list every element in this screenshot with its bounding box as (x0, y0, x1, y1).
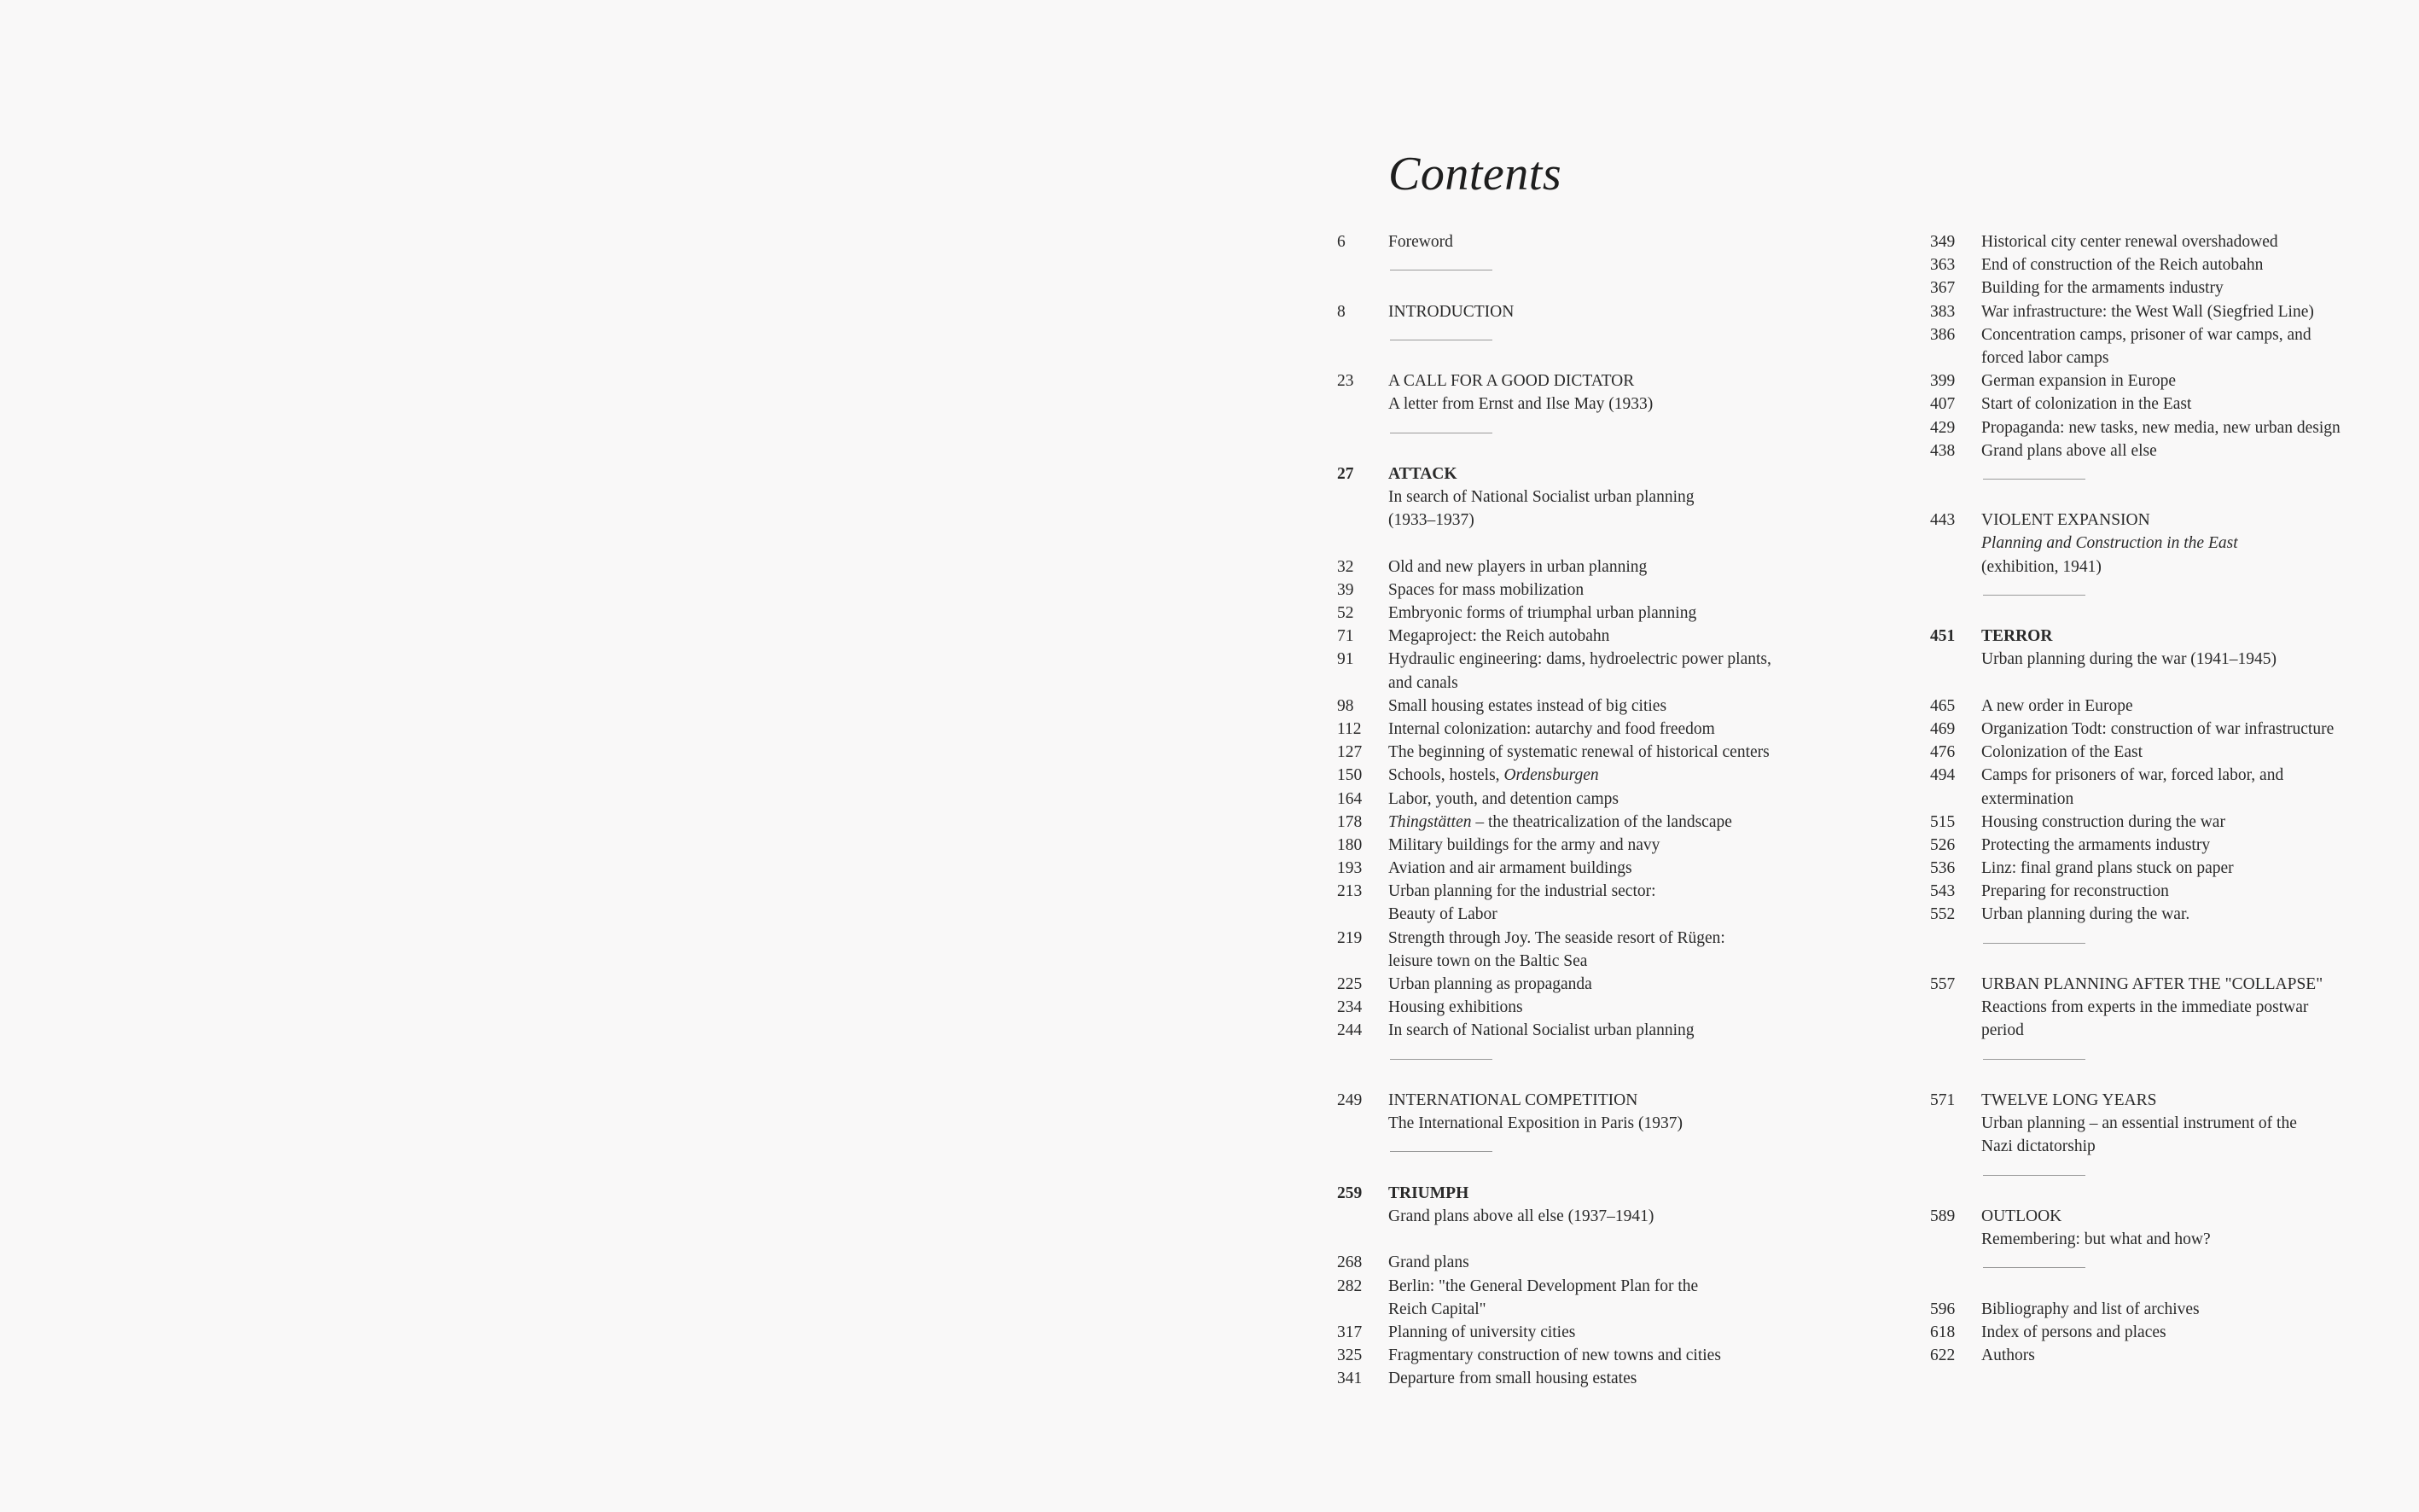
entry-title: Organization Todt: construction of war infrastructure (1981, 719, 2335, 738)
toc-entry[interactable] (1930, 1205, 2408, 1228)
page-number: 325 (1337, 1346, 1363, 1365)
toc-right-column (1930, 230, 2408, 1367)
entry-title: Building for the armaments industry (1981, 279, 2224, 298)
entry-title: In search of National Socialist urban planning (1388, 488, 1695, 507)
page-number: 622 (1930, 1346, 1956, 1365)
toc-entry[interactable] (1930, 276, 2408, 299)
toc-entry[interactable] (1337, 1275, 1815, 1298)
entry-title: Planning and Construction in the East (1981, 534, 2238, 553)
page-number: 244 (1337, 1021, 1363, 1040)
page-number: 451 (1930, 627, 1956, 646)
page-number: 571 (1930, 1091, 1956, 1109)
page-number: 32 (1337, 557, 1354, 576)
entry-title: A letter from Ernst and Ilse May (1933) (1388, 395, 1654, 414)
section-divider (1930, 1251, 2408, 1297)
page-number: 349 (1930, 233, 1956, 251)
entry-title: Urban planning during the war. (1981, 905, 2190, 924)
entry-title: Historical city center renewal overshadowed (1981, 233, 2278, 251)
page-number: 429 (1930, 418, 1956, 437)
toc-entry[interactable] (1337, 718, 1815, 741)
toc-entry[interactable] (1337, 834, 1815, 857)
section-divider (1930, 462, 2408, 509)
entry-title: Urban planning for the industrial sector: (1388, 882, 1656, 901)
page-number: 225 (1337, 975, 1363, 994)
toc-entry[interactable] (1930, 857, 2408, 880)
page-number: 407 (1930, 395, 1956, 414)
toc-entry[interactable] (1930, 903, 2408, 926)
page-number: 8 (1337, 302, 1346, 321)
entry-title: War infrastructure: the West Wall (Siegfried Line) (1981, 302, 2314, 321)
page-number: 552 (1930, 905, 1956, 924)
toc-entry-continuation[interactable] (1337, 486, 1815, 509)
toc-entry[interactable] (1337, 695, 1815, 718)
entry-title: German expansion in Europe (1981, 372, 2176, 391)
page-number: 112 (1337, 719, 1362, 738)
page-number: 23 (1337, 372, 1354, 391)
page-number: 476 (1930, 743, 1956, 762)
page-number: 526 (1930, 835, 1956, 854)
page-number: 443 (1930, 511, 1956, 530)
page-number: 6 (1337, 233, 1346, 251)
toc-entry[interactable] (1337, 230, 1815, 253)
page-number: 268 (1337, 1253, 1363, 1272)
section-divider (1337, 416, 1815, 462)
entry-title: Grand plans (1388, 1253, 1469, 1272)
entry-title: Departure from small housing estates (1388, 1370, 1637, 1388)
entry-title: OUTLOOK (1981, 1207, 2062, 1225)
page-number: 52 (1337, 604, 1354, 623)
entry-title: Military buildings for the army and navy (1388, 835, 1660, 854)
entry-title: TERROR (1981, 627, 2053, 646)
entry-title: Housing exhibitions (1388, 998, 1523, 1017)
entry-title: Hydraulic engineering: dams, hydroelectric power plants, (1388, 650, 1771, 669)
entry-title: (exhibition, 1941) (1981, 557, 2102, 576)
page-number: 193 (1337, 859, 1363, 878)
toc-entry[interactable] (1930, 369, 2408, 393)
page-number: 282 (1337, 1276, 1363, 1295)
toc-entry[interactable] (1337, 1367, 1815, 1390)
entry-title: TWELVE LONG YEARS (1981, 1091, 2157, 1109)
toc-entry-continuation[interactable] (1930, 1019, 2408, 1042)
entry-title: Protecting the armaments industry (1981, 835, 2211, 854)
entry-title: Strength through Joy. The seaside resort of Rügen: (1388, 928, 1725, 947)
page-number: 557 (1930, 975, 1956, 994)
toc-entry[interactable] (1930, 509, 2408, 532)
section-divider (1930, 579, 2408, 625)
page-number: 39 (1337, 580, 1354, 599)
toc-entry[interactable] (1337, 579, 1815, 602)
toc-entry-continuation[interactable] (1337, 1112, 1815, 1135)
entry-title: Grand plans above all else (1937–1941) (1388, 1207, 1654, 1225)
entry-title: Authors (1981, 1346, 2035, 1365)
toc-entry-continuation[interactable] (1337, 903, 1815, 926)
entry-title: Preparing for reconstruction (1981, 882, 2169, 901)
toc-entry[interactable] (1337, 648, 1815, 671)
toc-entry[interactable] (1337, 857, 1815, 880)
toc-entry[interactable] (1930, 764, 2408, 787)
toc-entry-continuation[interactable] (1337, 393, 1815, 416)
page-number: 91 (1337, 650, 1354, 669)
entry-title: Housing construction during the war (1981, 812, 2225, 831)
entry-title: Fragmentary construction of new towns and cities (1388, 1346, 1721, 1365)
toc-entry[interactable] (1337, 741, 1815, 764)
page-number: 596 (1930, 1300, 1956, 1318)
entry-title: Bibliography and list of archives (1981, 1300, 2200, 1318)
entry-title: Nazi dictatorship (1981, 1137, 2096, 1156)
entry-title: VIOLENT EXPANSION (1981, 511, 2150, 530)
entry-title: A CALL FOR A GOOD DICTATOR (1388, 372, 1635, 391)
entry-title: Urban planning – an essential instrument of the (1981, 1114, 2297, 1133)
toc-entry[interactable] (1930, 1321, 2408, 1344)
toc-entry[interactable] (1930, 416, 2408, 439)
page-number: 469 (1930, 719, 1956, 738)
entry-title: Remembering: but what and how? (1981, 1230, 2211, 1249)
entry-title: Reich Capital" (1388, 1300, 1486, 1318)
entry-title: Reactions from experts in the immediate postwar (1981, 998, 2309, 1017)
page-number: 219 (1337, 928, 1363, 947)
toc-entry[interactable] (1337, 602, 1815, 625)
toc-entry[interactable] (1337, 462, 1815, 486)
toc-entry[interactable] (1930, 323, 2408, 346)
page-number: 386 (1930, 325, 1956, 344)
toc-entry-continuation[interactable] (1930, 1228, 2408, 1251)
page-number: 98 (1337, 696, 1354, 715)
section-divider (1930, 927, 2408, 973)
entry-title: TRIUMPH (1388, 1183, 1469, 1202)
toc-entry-continuation[interactable] (1337, 1298, 1815, 1321)
entry-title: Internal colonization: autarchy and food freedom (1388, 719, 1715, 738)
entry-title: Labor, youth, and detention camps (1388, 789, 1619, 808)
entry-title: The International Exposition in Paris (1937) (1388, 1114, 1683, 1133)
page-number: 71 (1337, 627, 1354, 646)
entry-title: A new order in Europe (1981, 696, 2133, 715)
entry-title: Schools, hostels, Ordensburgen (1388, 766, 1599, 785)
toc-entry[interactable] (1930, 834, 2408, 857)
page-number: 234 (1337, 998, 1363, 1017)
toc-entry-continuation[interactable] (1930, 788, 2408, 811)
toc-entry[interactable] (1930, 880, 2408, 903)
entry-title: (1933–1937) (1388, 511, 1474, 530)
entry-title: Aviation and air armament buildings (1388, 859, 1632, 878)
entry-title: forced labor camps (1981, 348, 2109, 367)
toc-entry-continuation[interactable] (1337, 509, 1815, 532)
section-divider (1337, 1135, 1815, 1181)
toc-entry[interactable] (1930, 1089, 2408, 1112)
toc-entry[interactable] (1337, 1089, 1815, 1112)
toc-entry-continuation[interactable] (1930, 996, 2408, 1019)
toc-entry[interactable] (1337, 555, 1815, 579)
page-number: 536 (1930, 859, 1956, 878)
page-number: 367 (1930, 279, 1956, 298)
toc-entry-continuation[interactable] (1930, 648, 2408, 671)
toc-entry-continuation[interactable] (1337, 950, 1815, 973)
toc-entry[interactable] (1930, 253, 2408, 276)
entry-title: period (1981, 1021, 2024, 1040)
section-divider (1930, 1159, 2408, 1205)
entry-title: ATTACK (1388, 464, 1457, 483)
toc-entry-continuation[interactable] (1930, 555, 2408, 579)
toc-left-column (1337, 230, 1815, 1390)
entry-title: Concentration camps, prisoner of war camps, and (1981, 325, 2311, 344)
toc-entry[interactable] (1337, 764, 1815, 787)
toc-entry[interactable] (1337, 1019, 1815, 1042)
entry-title: Small housing estates instead of big cities (1388, 696, 1667, 715)
entry-title: The beginning of systematic renewal of historical centers (1388, 743, 1770, 762)
toc-entry[interactable] (1930, 695, 2408, 718)
page-number: 249 (1337, 1091, 1363, 1109)
section-divider (1337, 253, 1815, 299)
section-divider (1930, 1043, 2408, 1089)
entry-title: Start of colonization in the East (1981, 395, 2192, 414)
page-number: 383 (1930, 302, 1956, 321)
entry-title: INTERNATIONAL COMPETITION (1388, 1091, 1638, 1109)
toc-entry[interactable] (1337, 811, 1815, 834)
toc-entry-continuation[interactable] (1930, 1135, 2408, 1158)
page-number: 618 (1930, 1323, 1956, 1341)
entry-title: Planning of university cities (1388, 1323, 1576, 1341)
page-number: 465 (1930, 696, 1956, 715)
entry-title: Urban planning during the war (1941–1945) (1981, 650, 2277, 669)
toc-entry[interactable] (1930, 718, 2408, 741)
page-number: 341 (1337, 1370, 1363, 1388)
toc-entry[interactable] (1930, 393, 2408, 416)
page-number: 164 (1337, 789, 1363, 808)
page-number: 589 (1930, 1207, 1956, 1225)
entry-title: Camps for prisoners of war, forced labor, and (1981, 766, 2284, 785)
entry-title: Megaproject: the Reich autobahn (1388, 627, 1610, 646)
entry-title: Berlin: "the General Development Plan for the (1388, 1276, 1699, 1295)
entry-title: Embryonic forms of triumphal urban planning (1388, 604, 1697, 623)
page-number: 259 (1337, 1183, 1363, 1202)
page-number: 150 (1337, 766, 1363, 785)
toc-entry-continuation[interactable] (1930, 346, 2408, 369)
entry-title: Grand plans above all else (1981, 441, 2157, 460)
page-number: 543 (1930, 882, 1956, 901)
toc-entry[interactable] (1337, 1344, 1815, 1367)
entry-title: URBAN PLANNING AFTER THE "COLLAPSE" (1981, 975, 2323, 994)
entry-title: Foreword (1388, 233, 1453, 251)
entry-title: Linz: final grand plans stuck on paper (1981, 859, 2234, 878)
toc-entry[interactable] (1337, 1321, 1815, 1344)
entry-title: INTRODUCTION (1388, 302, 1515, 321)
entry-title: In search of National Socialist urban planning (1388, 1021, 1695, 1040)
toc-entry[interactable] (1930, 811, 2408, 834)
toc-entry[interactable] (1930, 1298, 2408, 1321)
toc-entry[interactable] (1337, 300, 1815, 323)
page-number: 438 (1930, 441, 1956, 460)
toc-entry[interactable] (1930, 973, 2408, 996)
page-number: 213 (1337, 882, 1363, 901)
page-number: 515 (1930, 812, 1956, 831)
page-number: 127 (1337, 743, 1363, 762)
toc-entry[interactable] (1930, 300, 2408, 323)
entry-title: and canals (1388, 673, 1458, 692)
page-number: 363 (1930, 256, 1956, 275)
toc-entry[interactable] (1337, 625, 1815, 648)
page-number: 317 (1337, 1323, 1363, 1341)
page-number: 27 (1337, 464, 1354, 483)
page-number: 399 (1930, 372, 1956, 391)
section-divider (1337, 1043, 1815, 1089)
entry-title: Spaces for mass mobilization (1388, 580, 1585, 599)
page-number: 180 (1337, 835, 1363, 854)
entry-title: End of construction of the Reich autobahn (1981, 256, 2264, 275)
page-number: 178 (1337, 812, 1363, 831)
entry-title: Old and new players in urban planning (1388, 557, 1648, 576)
toc-entry[interactable] (1337, 369, 1815, 393)
entry-title: Urban planning as propaganda (1388, 975, 1592, 994)
entry-title: Beauty of Labor (1388, 905, 1497, 924)
toc-entry-continuation[interactable] (1930, 1112, 2408, 1135)
toc-entry[interactable] (1930, 741, 2408, 764)
page-number: 494 (1930, 766, 1956, 785)
toc-entry[interactable] (1337, 1182, 1815, 1205)
section-divider (1337, 323, 1815, 369)
toc-entry[interactable] (1930, 625, 2408, 648)
toc-entry[interactable] (1337, 788, 1815, 811)
entry-title: Propaganda: new tasks, new media, new urban design (1981, 418, 2340, 437)
entry-title: Colonization of the East (1981, 743, 2143, 762)
toc-entry-continuation[interactable] (1930, 532, 2408, 555)
toc-entry[interactable] (1337, 927, 1815, 950)
toc-entry[interactable] (1337, 880, 1815, 903)
entry-title: Index of persons and places (1981, 1323, 2166, 1341)
toc-entry[interactable] (1337, 1251, 1815, 1274)
page-title: Contents (1388, 147, 1562, 201)
entry-title: leisure town on the Baltic Sea (1388, 951, 1588, 970)
entry-title: Thingstätten – the theatricalization of the landscape (1388, 812, 1732, 831)
toc-entry[interactable] (1930, 230, 2408, 253)
toc-entry-continuation[interactable] (1337, 672, 1815, 695)
toc-entry[interactable] (1337, 996, 1815, 1019)
toc-entry[interactable] (1337, 973, 1815, 996)
toc-entry[interactable] (1930, 1344, 2408, 1367)
entry-title: extermination (1981, 789, 2074, 808)
toc-entry-continuation[interactable] (1337, 1205, 1815, 1228)
toc-entry[interactable] (1930, 439, 2408, 462)
